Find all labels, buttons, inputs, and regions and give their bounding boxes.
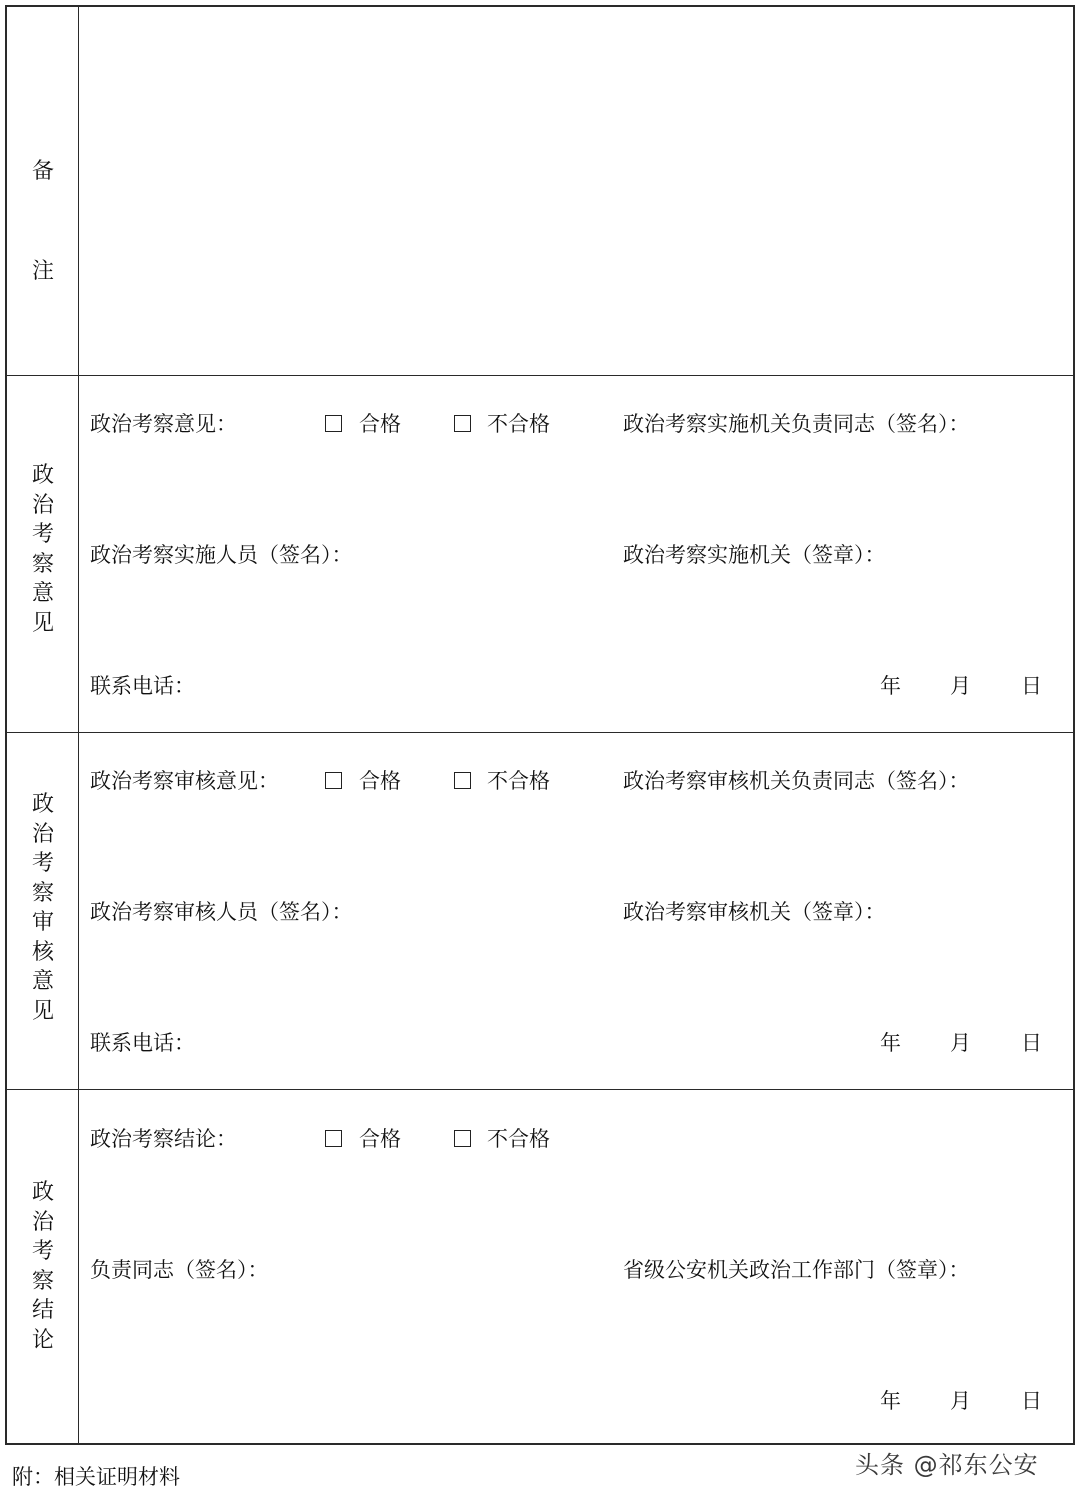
label-char: 审 — [31, 910, 54, 935]
inspection-fail-checkbox[interactable] — [454, 415, 471, 432]
inspection-agency-seal-label: 政治考察实施机关（签章）： — [623, 543, 886, 567]
inspection-date-day: 日 — [1021, 674, 1042, 698]
review-responsible-signature-label: 政治考察审核机关负责同志（签名）： — [623, 769, 970, 793]
label-char: 察 — [31, 551, 54, 577]
inspection-responsible-signature-label: 政治考察实施机关负责同志（签名）： — [623, 412, 970, 436]
inspection-staff-signature-label: 政治考察实施人员（签名）： — [90, 543, 353, 567]
label-char: 意 — [31, 581, 54, 606]
review-fail-label: 不合格 — [487, 769, 550, 793]
label-char: 治 — [31, 1209, 54, 1235]
label-char: 治 — [31, 492, 54, 518]
label-char: 考 — [31, 1239, 54, 1264]
review-date-year: 年 — [880, 1031, 901, 1055]
label-char: 政 — [31, 792, 54, 817]
inspection-pass-label: 合格 — [359, 412, 401, 436]
conclusion-label — [7, 1178, 79, 1355]
conclusion-row — [7, 1090, 1073, 1443]
remarks-label-cell — [7, 7, 79, 375]
conclusion-label-text: 政治考察结论： — [90, 1127, 237, 1151]
remarks-row — [7, 7, 1073, 376]
inspection-opinion-row — [7, 376, 1073, 733]
inspection-pass-checkbox[interactable] — [325, 415, 342, 432]
review-staff-signature-label: 政治考察审核人员（签名）： — [90, 900, 353, 924]
inspection-fail-label: 不合格 — [487, 412, 550, 436]
label-char: 意 — [31, 969, 54, 994]
conclusion-fail-checkbox[interactable] — [454, 1130, 471, 1147]
conclusion-department-seal-label: 省级公安机关政治工作部门（签章）： — [623, 1258, 970, 1282]
label-char: 察 — [31, 1268, 54, 1294]
review-opinion-row — [7, 733, 1073, 1090]
conclusion-fail-label: 不合格 — [487, 1127, 550, 1151]
label-char: 政 — [31, 463, 54, 488]
label-char: 考 — [31, 851, 54, 876]
remarks-content-area[interactable] — [79, 7, 1073, 375]
label-char: 核 — [31, 939, 54, 965]
label-char: 考 — [31, 522, 54, 547]
label-char: 见 — [31, 610, 54, 636]
inspection-label — [7, 461, 79, 638]
review-agency-seal-label: 政治考察审核机关（签章）： — [623, 900, 886, 924]
inspection-date-month: 月 — [950, 674, 971, 698]
review-fail-checkbox[interactable] — [454, 772, 471, 789]
label-char: 备 — [31, 159, 54, 184]
inspection-phone-label: 联系电话： — [90, 674, 195, 698]
label-char: 结 — [31, 1298, 54, 1323]
review-pass-checkbox[interactable] — [325, 772, 342, 789]
label-char: 察 — [31, 880, 54, 906]
review-form-table — [5, 5, 1075, 1445]
review-date-day: 日 — [1021, 1031, 1042, 1055]
review-pass-label: 合格 — [359, 769, 401, 793]
conclusion-pass-checkbox[interactable] — [325, 1130, 342, 1147]
label-char: 政 — [31, 1180, 54, 1205]
review-label-cell — [7, 733, 79, 1089]
review-label — [7, 790, 79, 1026]
label-char: 见 — [31, 998, 54, 1024]
conclusion-label-cell — [7, 1090, 79, 1443]
conclusion-date-month: 月 — [950, 1389, 971, 1413]
conclusion-date-year: 年 — [880, 1389, 901, 1413]
source-watermark: 头条 @祁东公安 — [855, 1451, 1039, 1479]
inspection-label-cell — [7, 376, 79, 732]
remarks-label — [7, 122, 79, 322]
review-opinion-label: 政治考察审核意见： — [90, 769, 279, 793]
inspection-date-year: 年 — [880, 674, 901, 698]
attachment-note: 附：相关证明材料 — [12, 1465, 180, 1489]
conclusion-pass-label: 合格 — [359, 1127, 401, 1151]
conclusion-date-day: 日 — [1021, 1389, 1042, 1413]
label-char: 治 — [31, 821, 54, 847]
review-date-month: 月 — [950, 1031, 971, 1055]
inspection-opinion-label: 政治考察意见： — [90, 412, 237, 436]
label-char: 论 — [31, 1327, 54, 1353]
label-char: 注 — [31, 259, 54, 284]
review-phone-label: 联系电话： — [90, 1031, 195, 1055]
conclusion-responsible-signature-label: 负责同志（签名）： — [90, 1258, 269, 1282]
